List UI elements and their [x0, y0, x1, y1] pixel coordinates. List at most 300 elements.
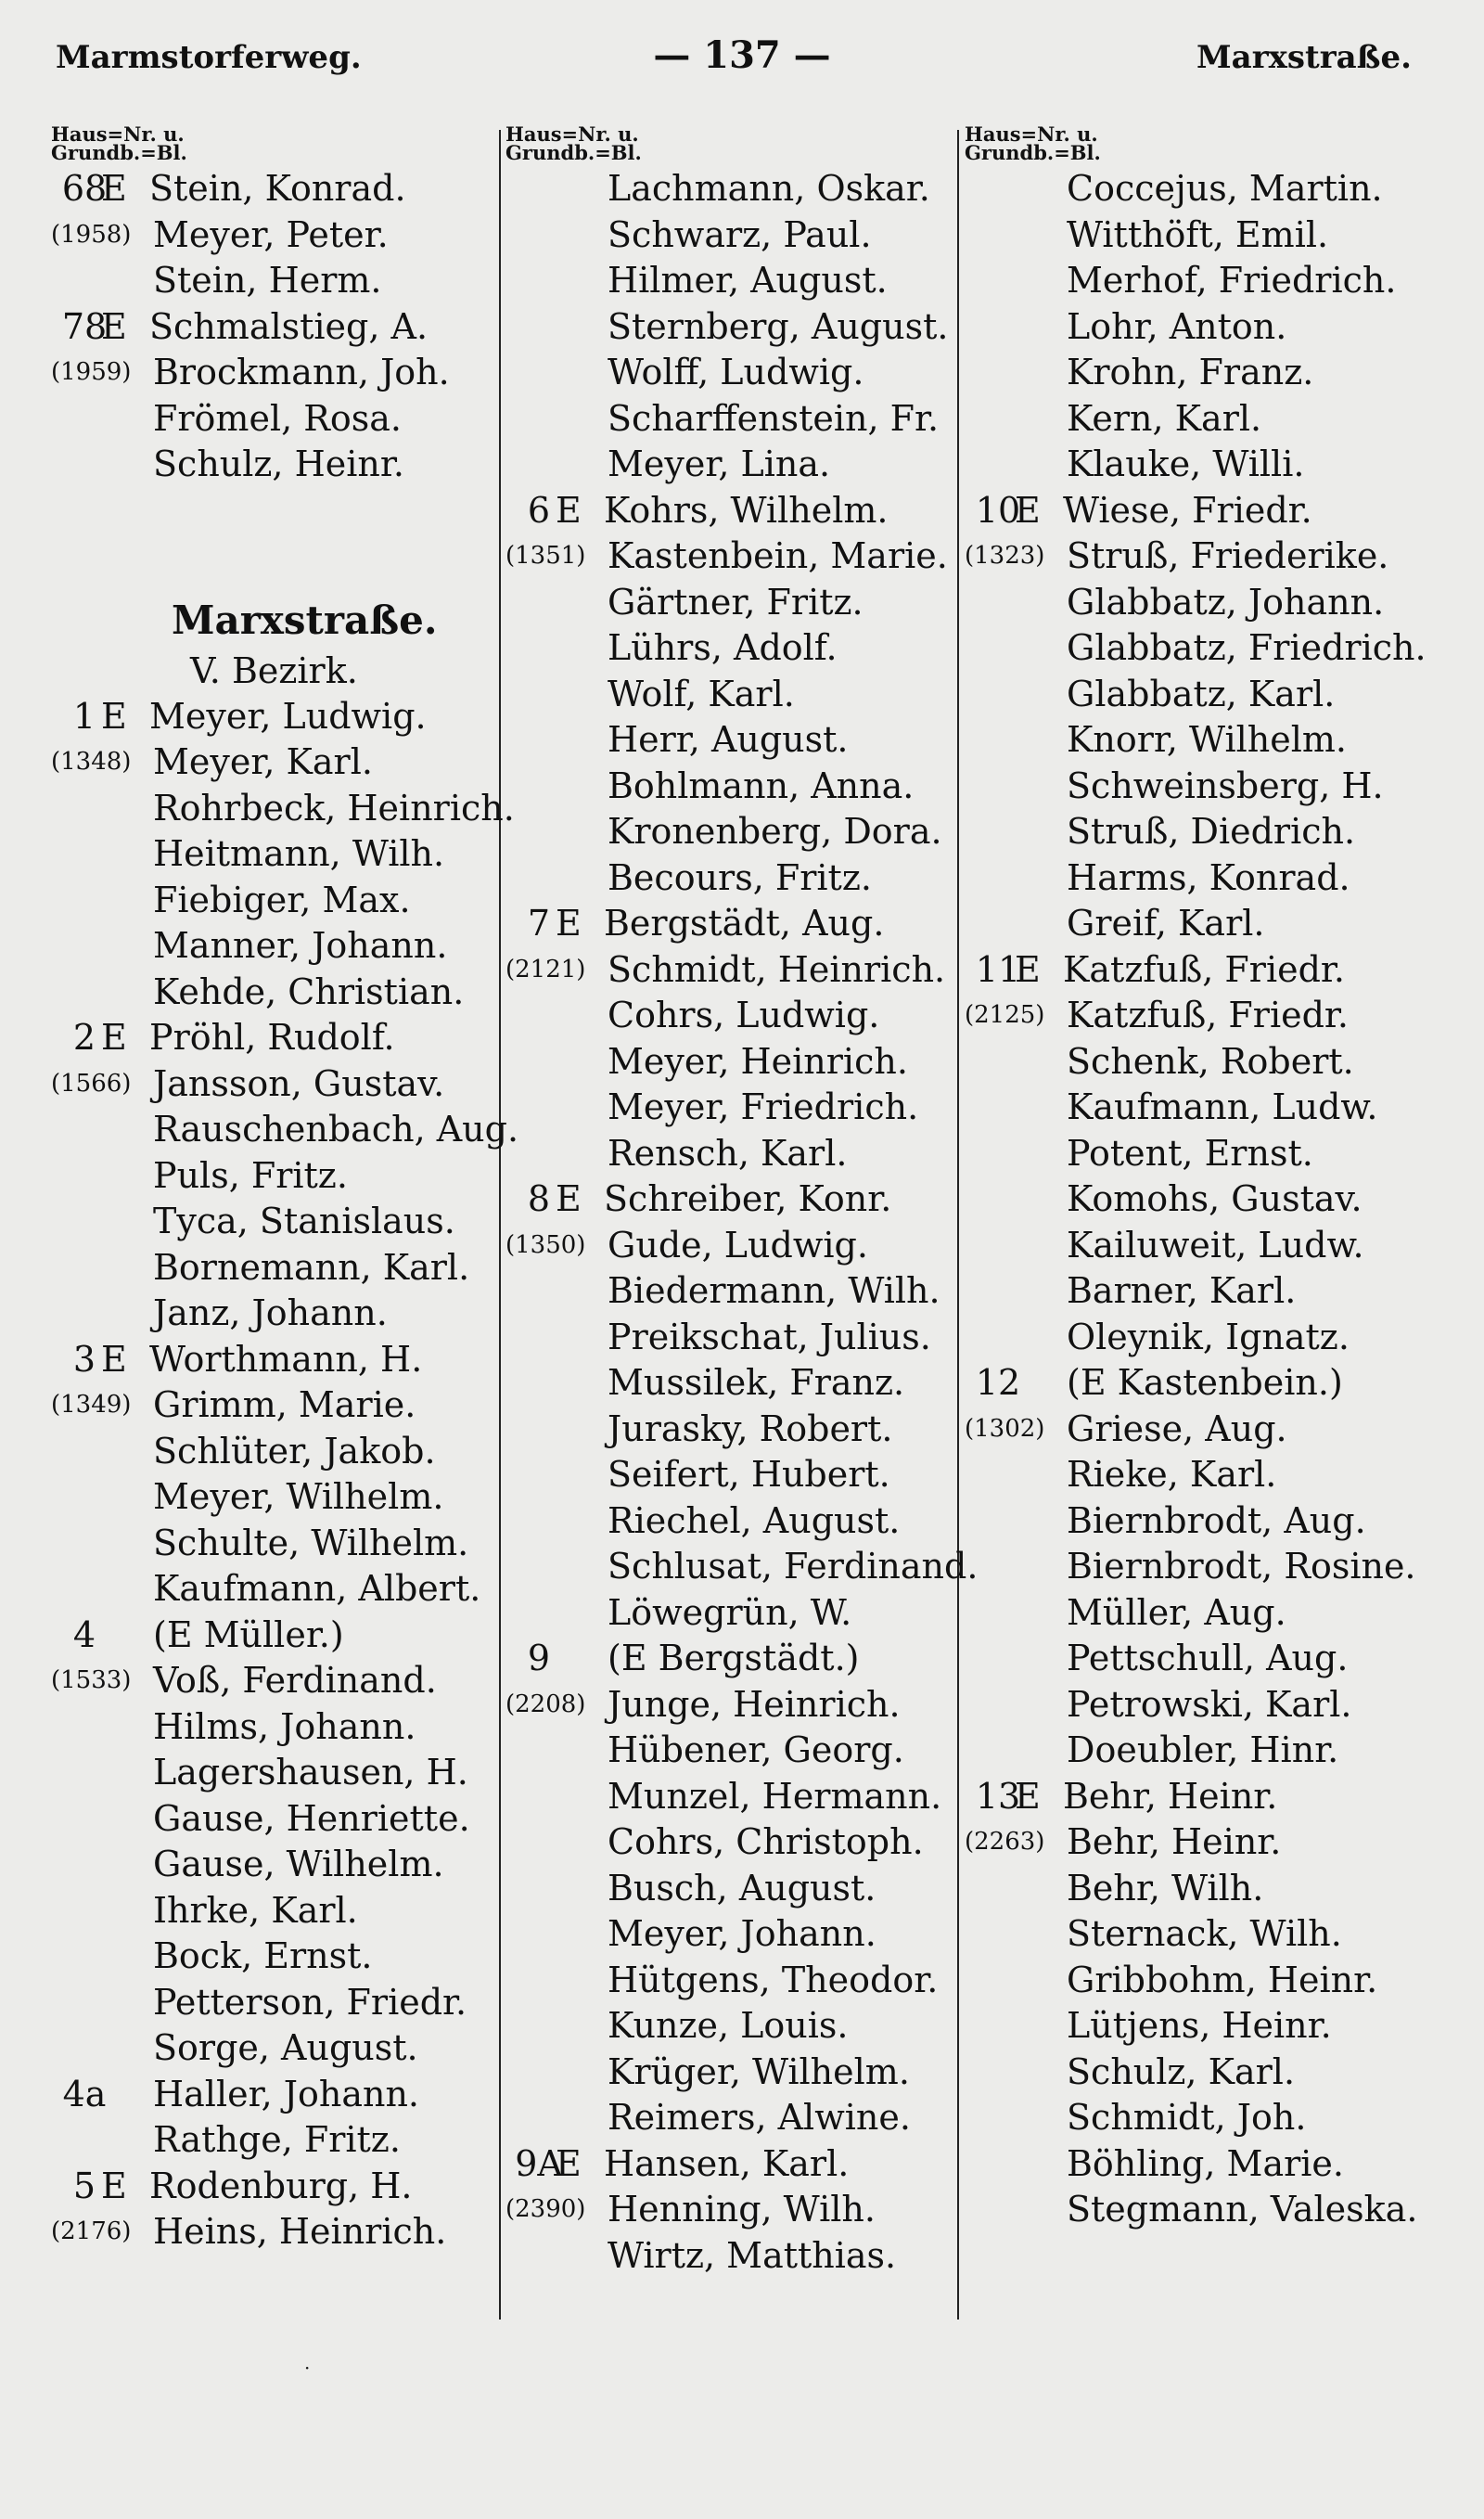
resident-name: Kern, Karl. [1067, 397, 1262, 439]
resident-line [505, 672, 960, 718]
resident-name: Harms, Konrad. [1067, 856, 1350, 898]
resident-line [965, 993, 1456, 1039]
resident-name: Biedermann, Wilh. [608, 1270, 940, 1311]
resident-line [51, 739, 487, 786]
house-number: 13 [975, 1775, 1021, 1817]
resident-line [51, 694, 487, 740]
resident-name: Kohrs, Wilhelm. [604, 489, 889, 531]
house-number: 12 [975, 1362, 1021, 1403]
resident-line [965, 396, 1456, 443]
resident-name: Cohrs, Christoph. [608, 1821, 924, 1862]
land-register-number: (2125) [965, 1001, 1045, 1029]
resident-line [505, 396, 960, 443]
resident-name: Brockmann, Joh. [153, 352, 450, 392]
resident-name: Gärtner, Fritz. [608, 581, 864, 623]
resident-line [965, 1866, 1456, 1912]
column-header-line: Grundb.=Bl. [965, 141, 1101, 164]
resident-name: Witthöft, Emil. [1067, 213, 1329, 255]
resident-name: Manner, Johann. [153, 925, 448, 966]
resident-name: Preikschat, Julius. [608, 1316, 931, 1357]
house-number: 2 [72, 1017, 96, 1058]
resident-name: Meyer, Peter. [153, 213, 389, 255]
resident-name: Lohr, Anton. [1067, 305, 1287, 347]
resident-line [505, 2187, 960, 2233]
resident-line [965, 1407, 1456, 1453]
resident-name: Müller, Aug. [1067, 1591, 1286, 1633]
resident-name: Gause, Wilhelm. [153, 1844, 444, 1884]
resident-line [51, 1382, 487, 1429]
resident-line [505, 1774, 960, 1820]
resident-line [51, 1061, 487, 1108]
resident-name: Pröhl, Rudolf. [149, 1017, 395, 1058]
column-divider [499, 130, 501, 2320]
resident-line [51, 786, 515, 832]
resident-line [51, 166, 487, 212]
column-header-line: Grundb.=Bl. [505, 141, 642, 164]
resident-name: Bornemann, Karl. [153, 1246, 470, 1288]
resident-line [505, 947, 960, 994]
house-number: 10 [975, 489, 1021, 531]
resident-line [965, 304, 1456, 351]
resident-line [51, 350, 487, 396]
resident-name: Jurasky, Robert. [608, 1407, 893, 1449]
resident-name: Wolff, Ludwig. [608, 352, 864, 392]
resident-name: Wirtz, Matthias. [608, 2234, 897, 2276]
resident-name: Scharffenstein, Fr. [608, 397, 940, 439]
resident-name: Struß, Diedrich. [1067, 811, 1356, 852]
land-register-number: (1958) [51, 220, 132, 249]
resident-name: Schmidt, Heinrich. [608, 948, 946, 990]
owner-marker: E [1015, 948, 1041, 990]
land-register-number: (1323) [965, 542, 1045, 570]
column-header [51, 122, 487, 166]
resident-line [965, 1131, 1456, 1177]
resident-line [51, 212, 487, 259]
resident-name: Schweinsberg, H. [1067, 765, 1384, 806]
resident-name: Bergstädt, Aug. [604, 903, 885, 944]
resident-name: (E Bergstädt.) [608, 1638, 860, 1678]
land-register-number: (2390) [505, 2195, 586, 2223]
resident-line [505, 350, 960, 396]
resident-line [505, 1636, 960, 1682]
resident-line [505, 488, 960, 534]
owner-marker: E [101, 695, 127, 737]
resident-name: Hilms, Johann. [153, 1705, 416, 1747]
resident-line [965, 580, 1456, 626]
resident-name: Hilmer, August. [608, 260, 888, 301]
resident-name: Voß, Ferdinand. [153, 1660, 437, 1701]
resident-name: Glabbatz, Karl. [1067, 673, 1336, 714]
header-left-street: Marmstorferweg. [56, 39, 362, 76]
column-header-line: Haus=Nr. u. [51, 122, 185, 146]
resident-line [505, 442, 960, 488]
owner-marker: E [1015, 1775, 1041, 1817]
resident-line [51, 1153, 487, 1200]
resident-name: Wolf, Karl. [608, 673, 795, 714]
resident-line [505, 625, 960, 672]
house-number: 6 [527, 489, 551, 531]
resident-name: Stein, Herm. [153, 260, 382, 301]
resident-line [51, 970, 487, 1016]
resident-line [505, 1085, 960, 1131]
resident-line [965, 258, 1456, 304]
house-number: 3 [72, 1338, 96, 1380]
resident-name: Schulte, Wilhelm. [153, 1522, 469, 1563]
owner-marker: E [101, 305, 127, 347]
resident-name: Junge, Heinrich. [608, 1683, 901, 1725]
resident-line [965, 809, 1456, 855]
resident-name: Busch, August. [608, 1867, 876, 1909]
resident-name: Heins, Heinrich. [153, 2211, 447, 2252]
resident-line [51, 1796, 487, 1843]
resident-name: Janz, Johann. [153, 1292, 388, 1333]
resident-line [965, 533, 1456, 580]
resident-line [51, 1980, 487, 2026]
resident-name: Kunze, Louis. [608, 2005, 849, 2046]
resident-line [965, 212, 1456, 259]
land-register-number: (1533) [51, 1666, 132, 1694]
resident-name: Munzel, Hermann. [608, 1775, 942, 1817]
resident-name: Kronenberg, Dora. [608, 811, 942, 852]
house-number: 5 [72, 2165, 96, 2206]
header-right-street: Marxstraße. [1196, 39, 1412, 76]
resident-name: Kaufmann, Albert. [153, 1568, 481, 1609]
resident-name: Katzfuß, Friedr. [1067, 995, 1349, 1035]
resident-line [965, 1682, 1456, 1729]
land-register-number: (1350) [505, 1230, 586, 1259]
resident-line [51, 1842, 487, 1888]
land-register-number: (1566) [51, 1069, 132, 1098]
resident-line [505, 2050, 960, 2096]
resident-line [51, 1291, 487, 1337]
resident-line [965, 1728, 1456, 1774]
print-speck: · [304, 2357, 311, 2379]
resident-name: Meyer, Karl. [153, 741, 373, 782]
resident-name: Reimers, Alwine. [608, 2097, 911, 2138]
resident-line [505, 855, 960, 902]
column-header [965, 122, 1456, 166]
resident-line [505, 1866, 960, 1912]
resident-name: Struß, Friederike. [1067, 535, 1389, 576]
resident-name: Pettschull, Aug. [1067, 1638, 1349, 1678]
resident-name: Schreiber, Konr. [604, 1178, 892, 1219]
resident-line [965, 2141, 1456, 2188]
owner-marker: E [101, 1017, 127, 1058]
resident-name: Meyer, Wilhelm. [153, 1476, 444, 1517]
owner-marker: E [101, 168, 127, 209]
house-number: 9A [515, 2142, 563, 2184]
resident-line [965, 488, 1456, 534]
resident-name: Schenk, Robert. [1067, 1040, 1354, 1082]
resident-name: Katzfuß, Friedr. [1063, 948, 1345, 990]
resident-name: Rohrbeck, Heinrich. [153, 787, 515, 829]
resident-line [505, 1682, 960, 1729]
column-header [505, 122, 960, 166]
resident-line [965, 2003, 1456, 2050]
resident-line [965, 1498, 1456, 1545]
resident-name: Lachmann, Oskar. [608, 168, 930, 209]
resident-line [51, 1704, 487, 1751]
resident-line [51, 2072, 487, 2118]
resident-line [505, 1498, 960, 1545]
house-number: 1 [72, 695, 96, 737]
resident-line [51, 1658, 487, 1704]
resident-line [965, 764, 1456, 810]
resident-name: Biernbrodt, Rosine. [1067, 1546, 1416, 1587]
resident-line [51, 1888, 487, 1934]
resident-name: Petrowski, Karl. [1067, 1683, 1352, 1725]
resident-name: Potent, Ernst. [1067, 1132, 1313, 1174]
resident-name: Schlusat, Ferdinand. [608, 1546, 979, 1587]
resident-name: Puls, Fritz. [153, 1154, 348, 1196]
resident-line [505, 580, 960, 626]
resident-line [505, 2141, 960, 2188]
resident-line [51, 1474, 487, 1521]
resident-name: Herr, August. [608, 719, 849, 760]
resident-line [505, 212, 960, 259]
resident-line [505, 1315, 960, 1361]
resident-name: Schulz, Karl. [1067, 2050, 1296, 2092]
resident-name: Klauke, Willi. [1067, 443, 1305, 484]
resident-name: Schulz, Heinr. [153, 443, 404, 484]
owner-marker: E [556, 489, 582, 531]
land-register-number: (2263) [965, 1828, 1045, 1856]
resident-line [505, 1819, 960, 1866]
resident-line [965, 1590, 1456, 1637]
resident-line [965, 1911, 1456, 1958]
resident-name: Gude, Ludwig. [608, 1224, 868, 1266]
resident-line [505, 1176, 960, 1223]
house-number: 8 [527, 1178, 551, 1219]
resident-name: Knorr, Wilhelm. [1067, 719, 1347, 760]
column-header-line: Haus=Nr. u. [505, 122, 639, 146]
resident-line [51, 2164, 487, 2210]
land-register-number: (1959) [51, 358, 132, 386]
resident-name: Oleynik, Ignatz. [1067, 1316, 1350, 1357]
resident-name: Seifert, Hubert. [608, 1454, 890, 1495]
resident-name: Lagershausen, H. [153, 1752, 468, 1793]
resident-line [51, 831, 487, 878]
resident-line [965, 672, 1456, 718]
resident-name: Meyer, Friedrich. [608, 1086, 919, 1127]
resident-line [965, 2050, 1456, 2096]
resident-line [505, 1544, 979, 1590]
resident-name: Heitmann, Wilh. [153, 833, 445, 874]
resident-name: Hütgens, Theodor. [608, 1959, 939, 2000]
resident-line [965, 1452, 1456, 1498]
resident-name: Schlüter, Jakob. [153, 1430, 436, 1472]
resident-name: Behr, Heinr. [1067, 1821, 1282, 1862]
resident-line [51, 1337, 487, 1383]
resident-name: Krohn, Franz. [1067, 352, 1314, 392]
resident-line [51, 923, 487, 970]
resident-name: Frömel, Rosa. [153, 397, 402, 439]
land-register-number: (2208) [505, 1690, 586, 1718]
resident-line [505, 1223, 960, 1269]
resident-line [505, 258, 960, 304]
resident-name: Sternack, Wilh. [1067, 1913, 1342, 1954]
resident-line [505, 1958, 960, 2004]
resident-name: Stegmann, Valeska. [1067, 2189, 1418, 2230]
resident-name: Kastenbein, Marie. [608, 535, 948, 576]
resident-name: Löwegrün, W. [608, 1591, 852, 1633]
resident-name: Kaufmann, Ludw. [1067, 1086, 1378, 1127]
resident-name: Petterson, Friedr. [153, 1981, 467, 2023]
resident-name: Lütjens, Heinr. [1067, 2005, 1332, 2046]
house-number: 4a [62, 2073, 107, 2114]
resident-line [51, 258, 487, 304]
resident-line [965, 1819, 1456, 1866]
resident-name: Meyer, Johann. [608, 1913, 876, 1954]
resident-line [505, 1911, 960, 1958]
resident-name: Fiebiger, Max. [153, 879, 411, 920]
resident-line [965, 1958, 1456, 2004]
resident-name: Tyca, Stanislaus. [153, 1201, 455, 1241]
house-number: 11 [975, 948, 1021, 990]
resident-name: Bohlmann, Anna. [608, 765, 915, 806]
resident-name: Meyer, Lina. [608, 443, 831, 484]
resident-name: (E Kastenbein.) [1067, 1362, 1343, 1403]
resident-name: Cohrs, Ludwig. [608, 995, 880, 1035]
resident-name: Lührs, Adolf. [608, 627, 838, 668]
resident-name: Greif, Karl. [1067, 903, 1265, 944]
resident-name: Biernbrodt, Aug. [1067, 1499, 1366, 1541]
resident-line [965, 1774, 1456, 1820]
resident-line [505, 809, 960, 855]
resident-line [965, 1176, 1456, 1223]
resident-line [51, 396, 487, 443]
resident-line [51, 2025, 487, 2072]
resident-name: Hübener, Georg. [608, 1729, 904, 1770]
resident-name: Sorge, August. [153, 2027, 418, 2068]
owner-marker: E [556, 903, 582, 944]
resident-line [965, 901, 1456, 947]
resident-name: Schwarz, Paul. [608, 213, 872, 255]
resident-name: Ihrke, Karl. [153, 1889, 358, 1931]
resident-line [965, 2187, 1456, 2233]
resident-name: Böhling, Marie. [1067, 2142, 1344, 2184]
resident-line [505, 2003, 960, 2050]
resident-name: Meyer, Ludwig. [149, 695, 427, 737]
land-register-number: (1302) [965, 1414, 1045, 1443]
owner-marker: E [101, 1338, 127, 1380]
resident-name: Coccejus, Martin. [1067, 168, 1383, 209]
resident-line [965, 947, 1456, 994]
blank-line [51, 533, 487, 580]
resident-name: Rieke, Karl. [1067, 1454, 1277, 1495]
resident-line [51, 1521, 487, 1567]
house-number: 78 [61, 305, 108, 347]
resident-line [505, 901, 960, 947]
resident-name: Meyer, Heinrich. [608, 1040, 908, 1082]
resident-name: Komohs, Gustav. [1067, 1178, 1362, 1219]
resident-line [51, 1107, 519, 1153]
resident-name: Rodenburg, H. [149, 2165, 413, 2206]
resident-line [505, 1407, 960, 1453]
resident-name: Hansen, Karl. [604, 2142, 850, 2184]
house-number: 9 [527, 1638, 551, 1678]
resident-name: Gause, Henriette. [153, 1797, 470, 1839]
resident-line [51, 304, 487, 351]
resident-name: Rathge, Fritz. [153, 2119, 401, 2160]
resident-name: Riechel, August. [608, 1499, 901, 1541]
resident-line [505, 1360, 960, 1407]
resident-line [965, 1544, 1456, 1590]
resident-line [965, 1039, 1456, 1086]
resident-line [505, 1268, 960, 1315]
resident-name: Doeubler, Hinr. [1067, 1729, 1339, 1770]
resident-line [51, 878, 487, 924]
resident-name: (E Müller.) [153, 1613, 344, 1655]
column-1 [51, 122, 519, 2256]
resident-name: Stein, Konrad. [149, 168, 406, 209]
resident-line [505, 1039, 960, 1086]
resident-name: Barner, Karl. [1067, 1270, 1297, 1311]
resident-line [965, 350, 1456, 396]
resident-line [505, 993, 960, 1039]
district-label: V. Bezirk. [190, 649, 358, 691]
resident-line [965, 1085, 1456, 1131]
resident-name: Wiese, Friedr. [1063, 489, 1312, 531]
resident-line [51, 1245, 487, 1292]
resident-line [965, 625, 1456, 672]
resident-name: Henning, Wilh. [608, 2189, 876, 2230]
resident-line [965, 166, 1456, 212]
resident-name: Schmidt, Joh. [1067, 2097, 1307, 2138]
resident-line [505, 1131, 960, 1177]
resident-line [505, 1590, 960, 1637]
resident-name: Behr, Heinr. [1063, 1775, 1278, 1817]
house-number: 4 [72, 1613, 96, 1655]
resident-line [965, 1360, 1456, 1407]
resident-line [965, 1223, 1456, 1269]
page-number: — 137 — [653, 33, 831, 77]
resident-line [965, 2095, 1456, 2141]
resident-name: Glabbatz, Johann. [1067, 581, 1385, 623]
resident-line [51, 1199, 487, 1245]
resident-line [965, 1268, 1456, 1315]
resident-name: Merhof, Friedrich. [1067, 260, 1397, 301]
resident-name: Jansson, Gustav. [153, 1062, 445, 1104]
resident-line [505, 2233, 960, 2280]
resident-name: Glabbatz, Friedrich. [1067, 627, 1426, 668]
resident-line [965, 717, 1456, 764]
owner-marker: E [1015, 489, 1041, 531]
resident-line [965, 442, 1456, 488]
resident-name: Rauschenbach, Aug. [153, 1109, 519, 1150]
resident-name: Becours, Fritz. [608, 856, 872, 898]
resident-line [51, 1750, 487, 1796]
resident-line [505, 166, 960, 212]
resident-line [505, 304, 960, 351]
column-header-line: Grundb.=Bl. [51, 141, 187, 164]
resident-name: Rensch, Karl. [608, 1132, 848, 1174]
land-register-number: (2176) [51, 2217, 132, 2245]
resident-line [51, 2209, 487, 2256]
blank-line [51, 488, 487, 534]
owner-marker: E [101, 2165, 127, 2206]
resident-line [505, 1728, 960, 1774]
column-2 [505, 122, 979, 2279]
resident-name: Haller, Johann. [153, 2073, 420, 2114]
resident-line [51, 1934, 487, 1980]
resident-line [51, 1429, 487, 1475]
resident-name: Schmalstieg, A. [149, 305, 429, 347]
resident-line [965, 1636, 1456, 1682]
resident-name: Kailuweit, Ludw. [1067, 1224, 1364, 1266]
land-register-number: (1349) [51, 1391, 132, 1419]
resident-name: Grimm, Marie. [153, 1384, 416, 1425]
